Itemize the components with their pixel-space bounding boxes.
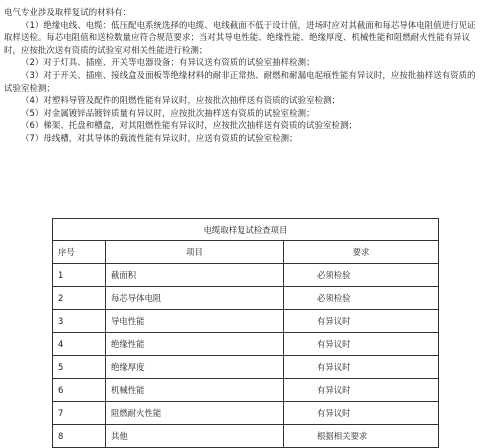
row-requirement: 有异议时 xyxy=(284,402,439,425)
table-row xyxy=(53,333,439,356)
row-index: 4 xyxy=(53,333,106,356)
row-item: 阻燃耐火性能 xyxy=(106,402,284,425)
row-index: 2 xyxy=(53,287,106,310)
row-requirement: 有异议时 xyxy=(284,356,439,379)
header-index: 序号 xyxy=(53,241,106,264)
header-requirement: 要求 xyxy=(284,241,439,264)
row-item: 每芯导体电阻 xyxy=(106,287,284,310)
table-caption-row xyxy=(53,219,439,241)
body-text xyxy=(0,6,481,145)
row-item: 绝缘性能 xyxy=(106,333,284,356)
intro-line: 电气专业涉及取样复试的材料有： xyxy=(4,7,132,17)
row-index: 1 xyxy=(53,264,106,287)
row-item: 机械性能 xyxy=(106,379,284,402)
row-requirement: 必须检验 xyxy=(284,287,439,310)
table-caption: 电缆取样复试检查项目 xyxy=(53,219,439,241)
item-3-paragraph: （3）对于开关、插座、接线盒及面板等绝缘材料的耐非正常热、耐燃和耐漏电起痕性能有异议时，应按批抽样送有资质的试验室检测； xyxy=(4,69,476,93)
inspection-table-wrapper xyxy=(52,218,438,441)
row-index: 6 xyxy=(53,379,106,402)
row-requirement: 有异议时 xyxy=(284,379,439,402)
item-6-paragraph: （6）梯架、托盘和槽盒，对其阻燃性能有异议时，应按批次抽样送有资质的试验室检测； xyxy=(21,120,357,131)
item-2-paragraph: （2）对于灯具、插座、开关等电器设备；有异议送有资质的试验室抽样检测； xyxy=(21,57,315,68)
row-index: 8 xyxy=(53,425,106,448)
row-item: 导电性能 xyxy=(106,310,284,333)
table-row xyxy=(53,402,439,425)
item-5-paragraph: （5）对金属镀锌品镀锌质量有异议时，应按批次抽样送有资质的试验室检测； xyxy=(21,107,315,118)
table-row xyxy=(53,379,439,402)
table-row xyxy=(53,264,439,287)
item-7-paragraph: （7）母线槽，对其导体的载流性能有异议时，应送有资质的试验室检测； xyxy=(21,132,298,143)
row-requirement: 根据相关要求 xyxy=(284,425,439,448)
row-index: 3 xyxy=(53,310,106,333)
table-row xyxy=(53,310,439,333)
row-item: 绝缘厚度 xyxy=(106,356,284,379)
table-row xyxy=(53,425,439,448)
item-4-paragraph: （4）对塑料导管及配件的阻燃性能有异议时，应按批次抽样送有资质的试验室检测； xyxy=(21,95,341,106)
row-item: 其他 xyxy=(106,425,284,448)
item-1-paragraph: （1）绝缘电线、电缆：低压配电系统选择的电缆、电线截面不低于设计值，进场时应对其截面和每芯导体电阻值进行见证取样送检。每芯电阻值和送检数量应符合规范要求；当对其导电性能、绝缘性能、绝缘厚度、机械性能和阻燃耐火性能有异议时，应按批次送有资质的试验室对相关性能进行检测； xyxy=(4,19,476,55)
row-index: 5 xyxy=(53,356,106,379)
table-row xyxy=(53,356,439,379)
table-row xyxy=(53,287,439,310)
row-requirement: 必须检验 xyxy=(284,264,439,287)
row-index: 7 xyxy=(53,402,106,425)
table-header-row xyxy=(53,241,439,264)
row-item: 截面积 xyxy=(106,264,284,287)
inspection-table xyxy=(52,218,439,448)
header-item: 项目 xyxy=(106,241,284,264)
row-requirement: 有异议时 xyxy=(284,333,439,356)
row-requirement: 有异议时 xyxy=(284,310,439,333)
